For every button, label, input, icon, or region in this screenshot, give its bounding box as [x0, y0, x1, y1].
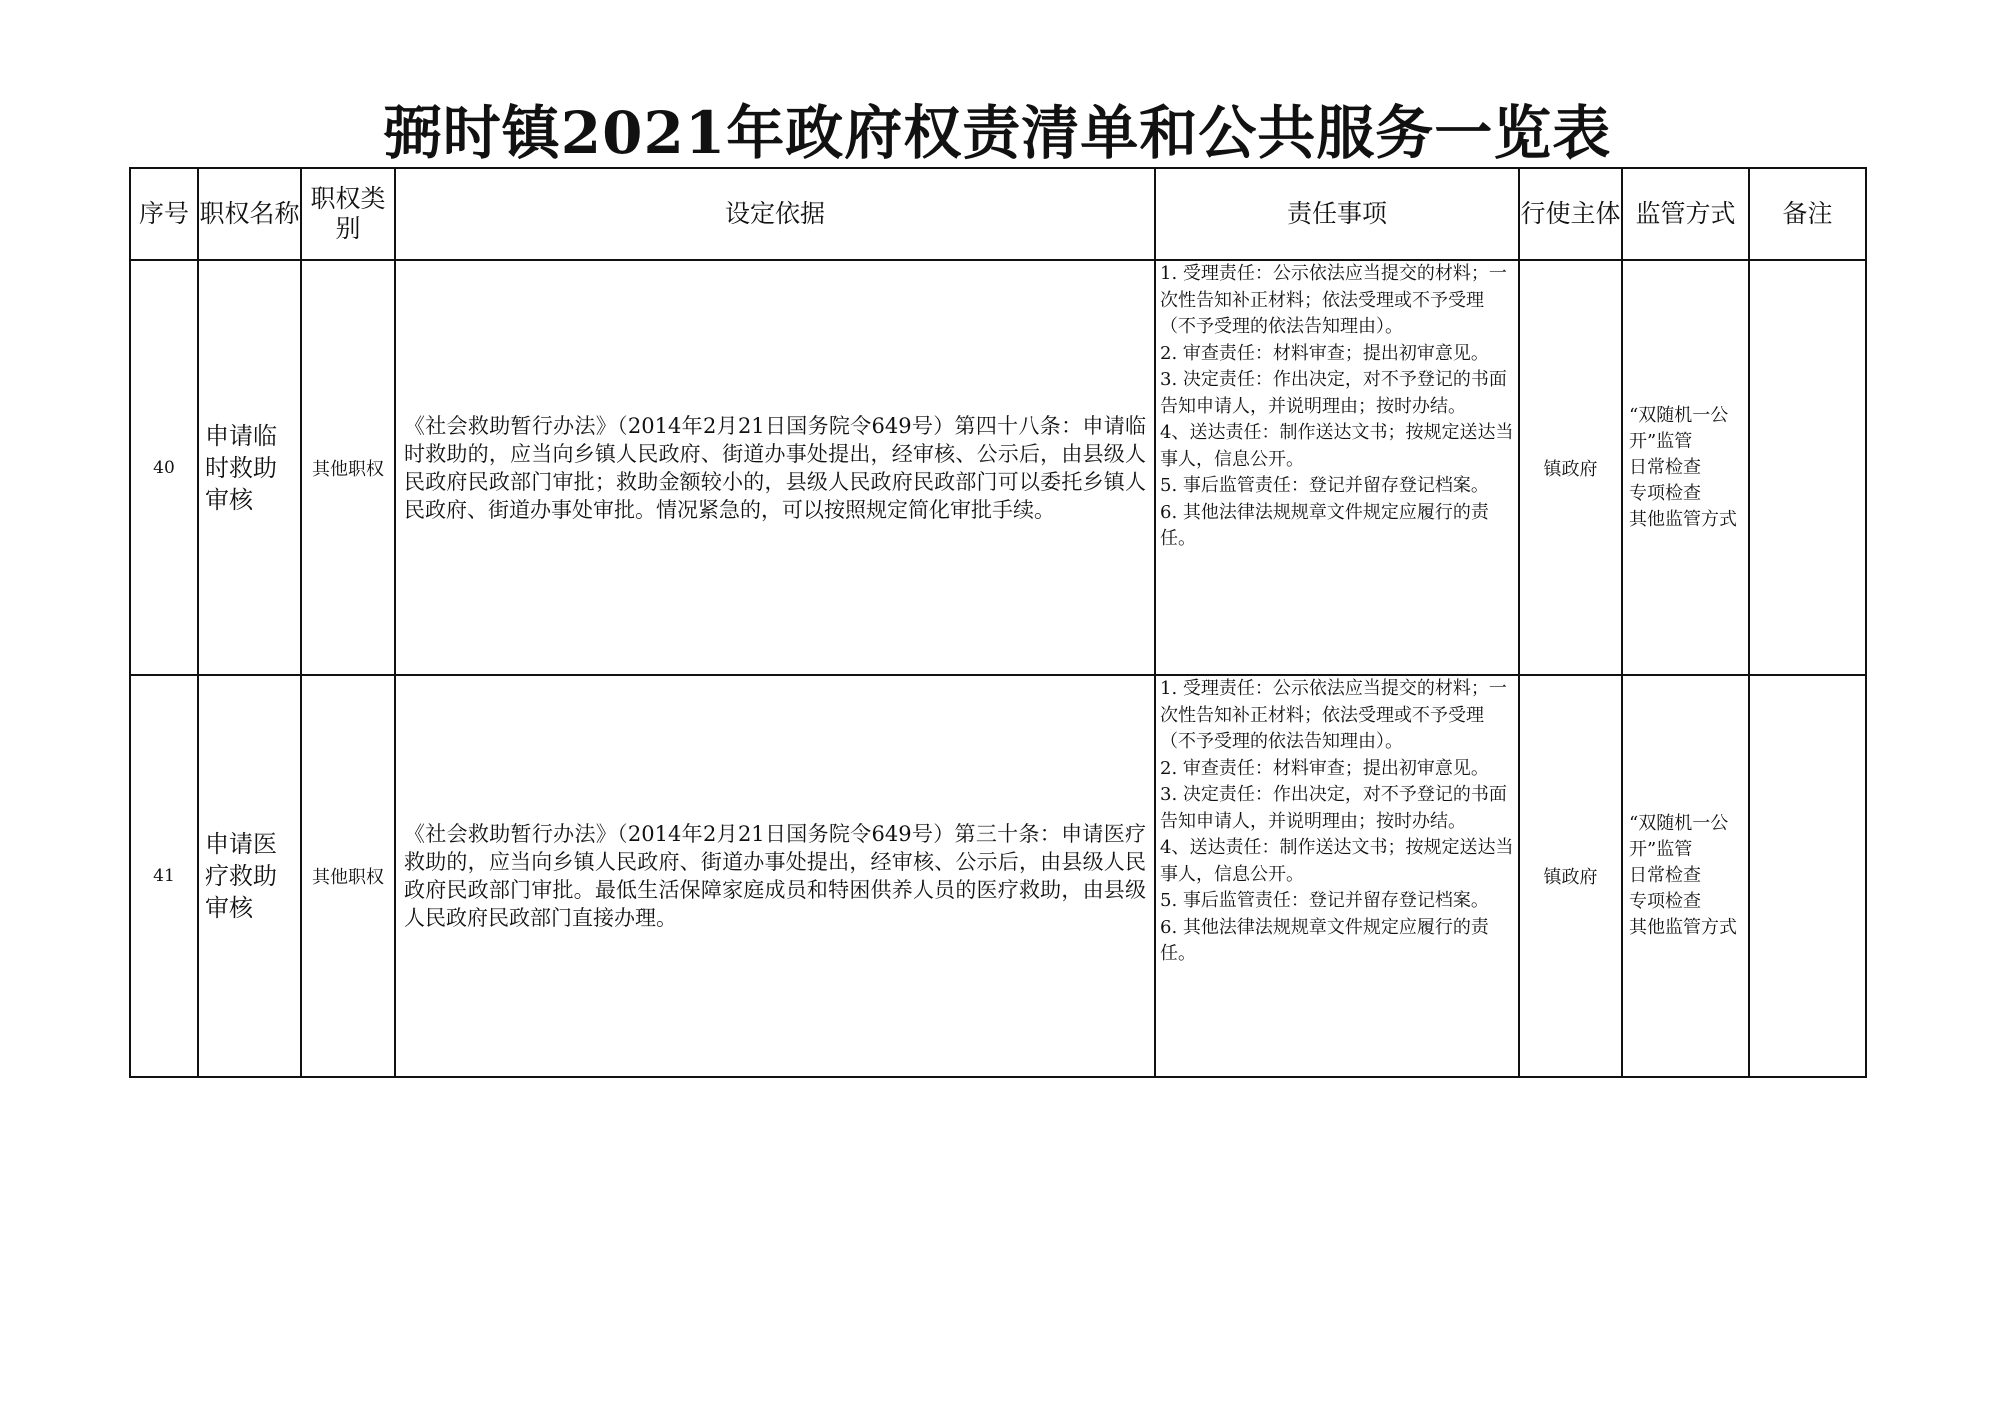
row-basis: 《社会救助暂行办法》（2014年2月21日国务院令649号）第四十八条：申请临时救助的，应当向乡镇人民政府、街道办事处提出，经审核、公示后，由县级人民政府民政部门审批；救助金额较小的，县级人民政府民政部门可以委托乡镇人民政府、街道办事处审批。情况紧急的，可以按照规定简化审批手续。	[395, 260, 1155, 675]
header-seq: 序号	[130, 168, 198, 260]
supervision-item: 日常检查	[1629, 456, 1701, 478]
row-subject: 镇政府	[1519, 260, 1622, 675]
row-remarks	[1749, 675, 1866, 1077]
row-name: 申请临时救助审核	[198, 260, 301, 675]
supervision-item: “双随机一公开”监管	[1629, 404, 1729, 452]
table-row	[130, 260, 1866, 675]
page-title: 弼时镇2021年政府权责清单和公共服务一览表	[383, 99, 1612, 167]
table-header-row	[130, 168, 1866, 260]
responsibility-item: 2. 审查责任：材料审查；提出初审意见。	[1160, 757, 1489, 779]
row-remarks	[1749, 260, 1866, 675]
header-basis: 设定依据	[395, 168, 1155, 260]
supervision-item: 日常检查	[1629, 865, 1701, 886]
row-subject: 镇政府	[1519, 675, 1622, 1077]
row-responsibilities	[1155, 675, 1519, 1077]
responsibility-item: 6. 其他法律法规规章文件规定应履行的责任。	[1160, 501, 1489, 549]
supervision-item: 其他监管方式	[1629, 508, 1737, 530]
responsibility-item: 4、送达责任：制作送达文书；按规定送达当事人，信息公开。	[1160, 837, 1514, 885]
supervision-item: 专项检查	[1629, 482, 1701, 504]
responsibility-item: 5. 事后监管责任：登记并留存登记档案。	[1160, 475, 1489, 496]
header-responsibilities: 责任事项	[1155, 168, 1519, 260]
header-name: 职权名称	[198, 168, 301, 260]
header-type: 职权类别	[301, 168, 395, 260]
row-responsibilities	[1155, 260, 1519, 675]
row-seq: 41	[130, 675, 198, 1077]
supervision-item: 专项检查	[1629, 891, 1701, 912]
powers-table	[129, 167, 1867, 1078]
responsibility-item: 1. 受理责任：公示依法应当提交的材料；一次性告知补正材料；依法受理或不予受理（不予受理的依法告知理由）。	[1160, 263, 1507, 337]
row-supervision	[1622, 675, 1749, 1077]
supervision-item: “双随机一公开”监管	[1629, 813, 1729, 860]
responsibility-item: 3. 决定责任：作出决定，对不予登记的书面告知申请人，并说明理由；按时办结。	[1160, 784, 1507, 832]
responsibility-item: 3. 决定责任：作出决定，对不予登记的书面告知申请人，并说明理由；按时办结。	[1160, 369, 1507, 417]
responsibility-item: 6. 其他法律法规规章文件规定应履行的责任。	[1160, 916, 1489, 964]
row-supervision	[1622, 260, 1749, 675]
header-remarks: 备注	[1749, 168, 1866, 260]
table-row	[130, 675, 1866, 1077]
row-type: 其他职权	[301, 260, 395, 675]
header-subject: 行使主体	[1519, 168, 1622, 260]
responsibility-item: 5. 事后监管责任：登记并留存登记档案。	[1160, 890, 1489, 911]
row-basis: 《社会救助暂行办法》（2014年2月21日国务院令649号）第三十条：申请医疗救助的，应当向乡镇人民政府、街道办事处提出，经审核、公示后，由县级人民政府民政部门审批。最低生活保障家庭成员和特困供养人员的医疗救助，由县级人民政府民政部门直接办理。	[395, 675, 1155, 1077]
responsibility-item: 4、送达责任：制作送达文书；按规定送达当事人，信息公开。	[1160, 422, 1514, 470]
row-seq: 40	[130, 260, 198, 675]
responsibility-item: 1. 受理责任：公示依法应当提交的材料；一次性告知补正材料；依法受理或不予受理（不予受理的依法告知理由）。	[1160, 678, 1507, 752]
row-name: 申请医疗救助审核	[198, 675, 301, 1077]
responsibility-item: 2. 审查责任：材料审查；提出初审意见。	[1160, 342, 1489, 364]
row-type: 其他职权	[301, 675, 395, 1077]
header-supervision: 监管方式	[1622, 168, 1749, 260]
supervision-item: 其他监管方式	[1629, 917, 1737, 938]
